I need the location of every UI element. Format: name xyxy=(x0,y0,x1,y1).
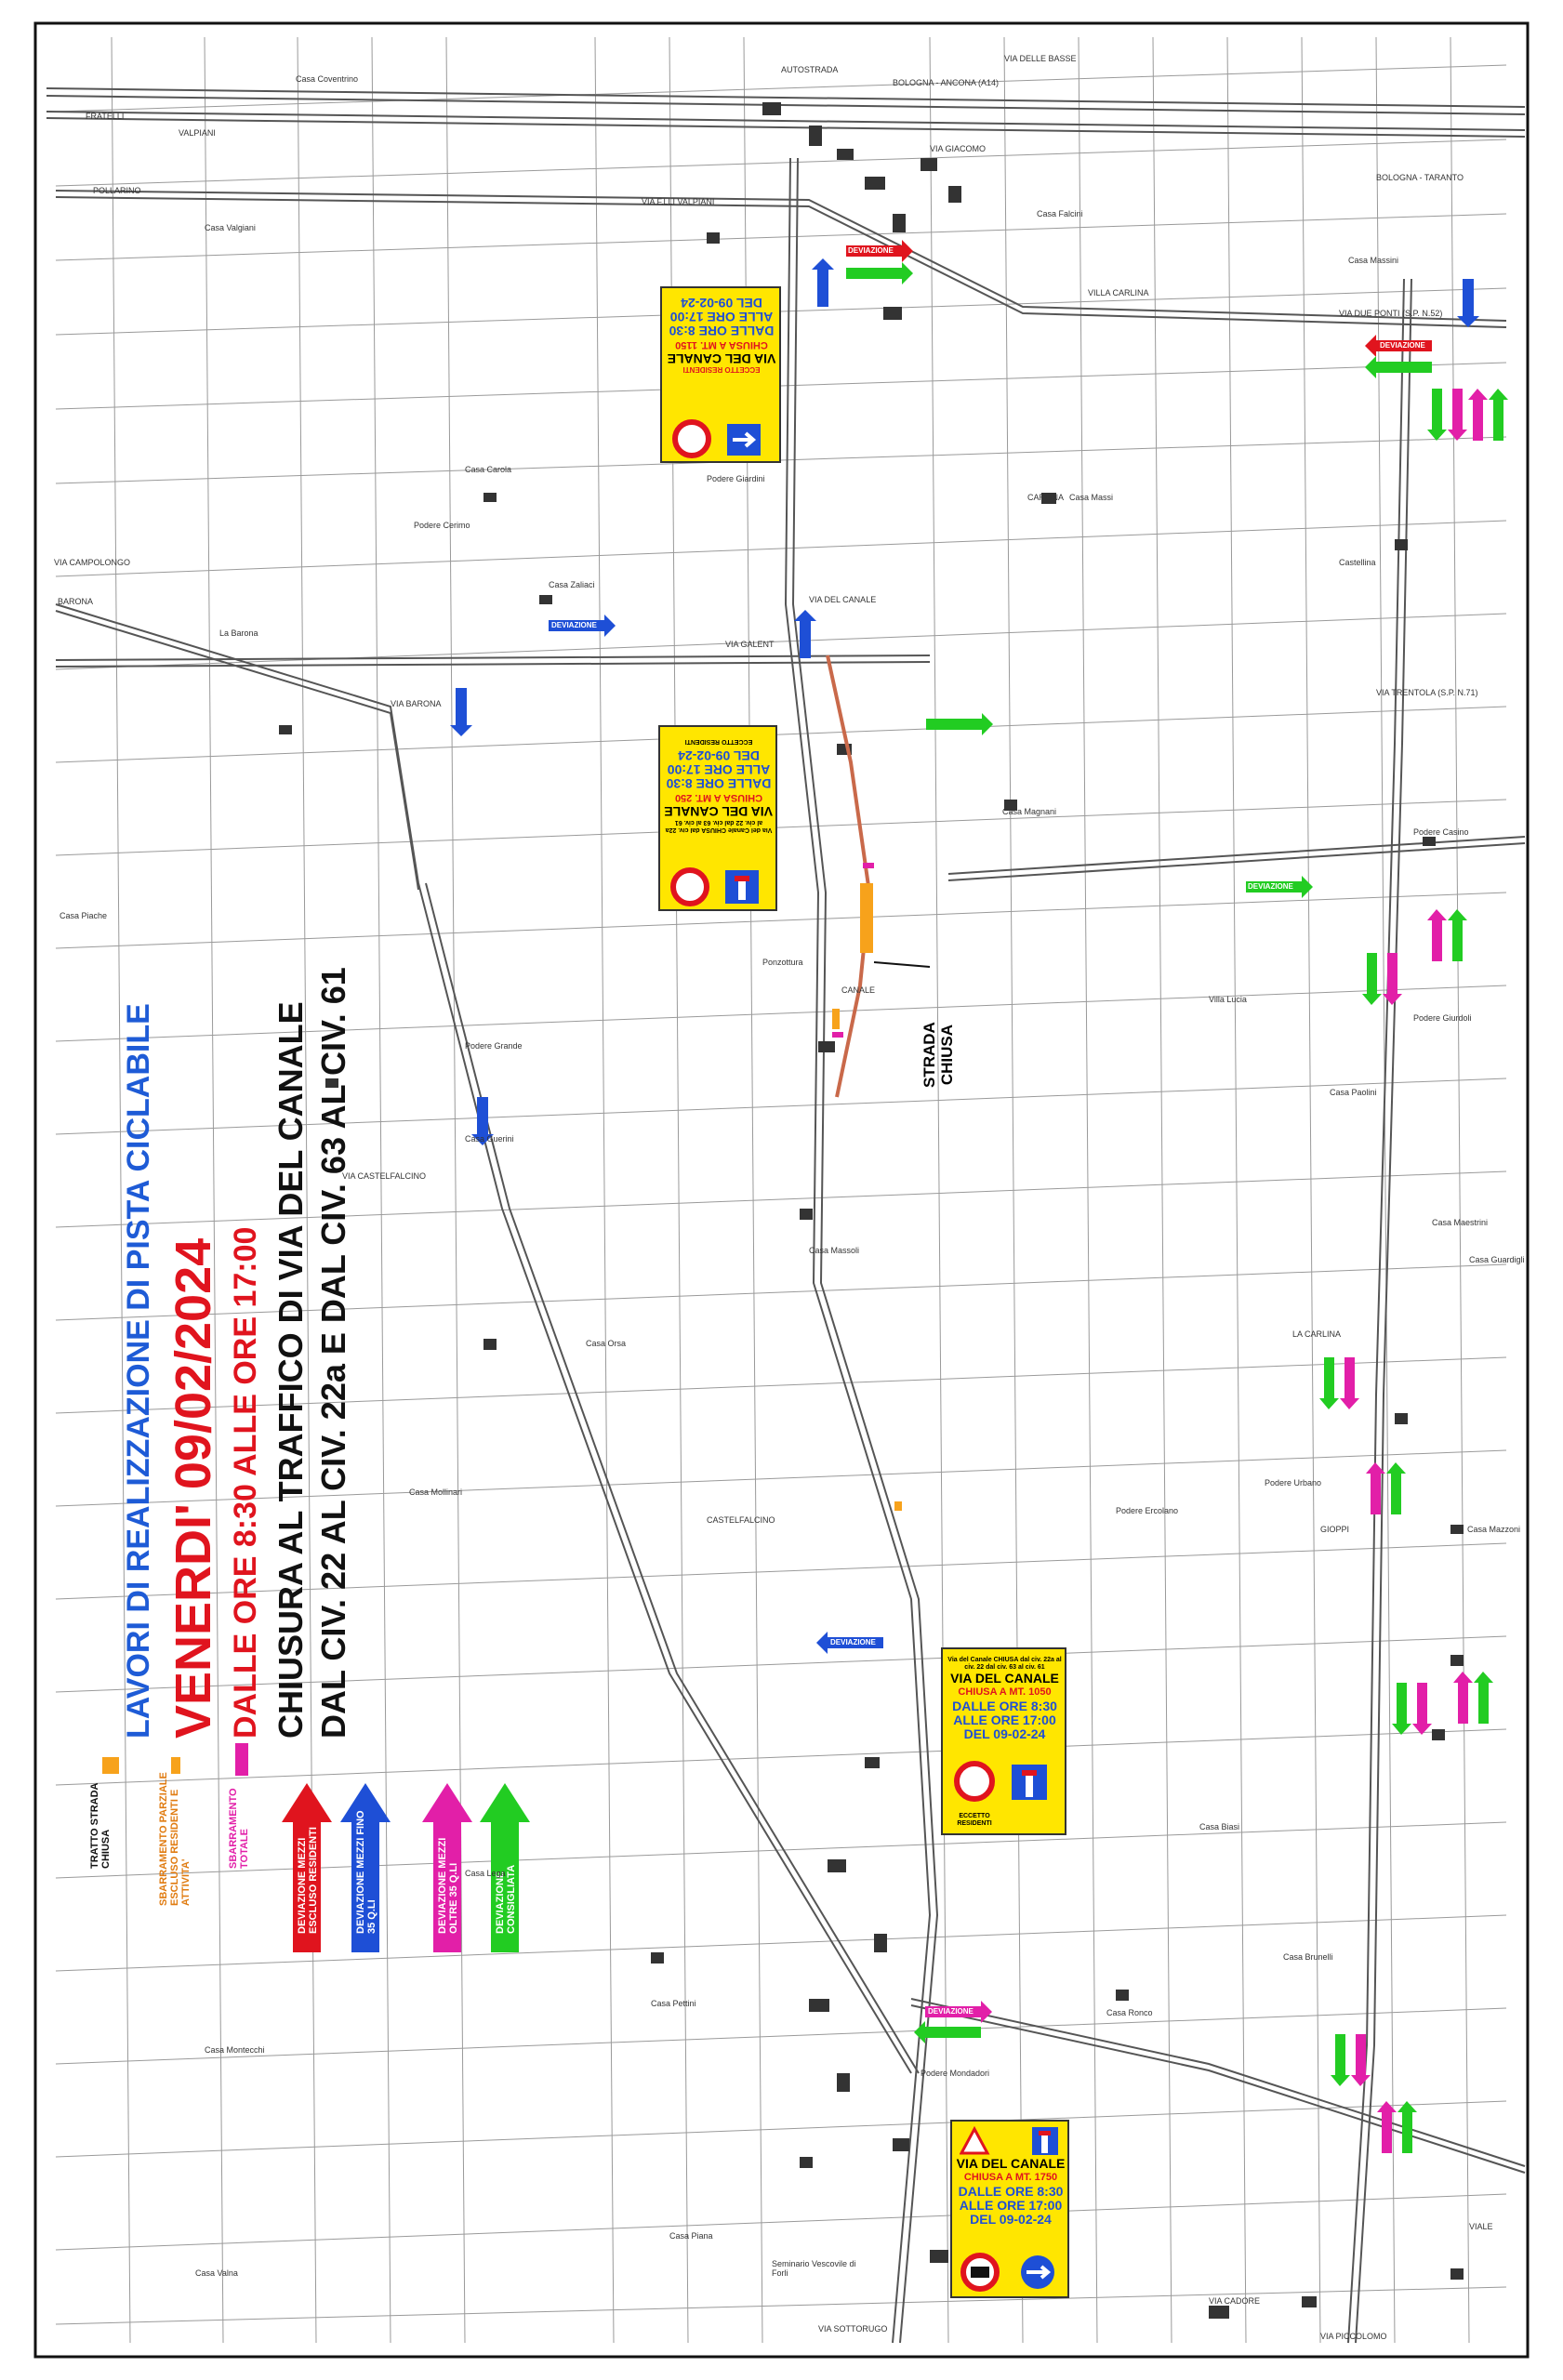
street-label-20: Podere Cerimo xyxy=(414,521,470,530)
street-label-24: LA CARLINA xyxy=(1292,1329,1342,1339)
street-label-15: Casa Zaliaci xyxy=(549,580,595,589)
street-label-28: Castellina xyxy=(1339,558,1376,567)
street-label-22: VIA TRENTOLA (S.P. N.71) xyxy=(1376,688,1478,697)
street-label-37: Casa Orsa xyxy=(586,1339,627,1348)
legend-label-3: DEVIAZIONE MEZZI ESCLUSO RESIDENTI xyxy=(297,1827,319,1934)
street-label-52: VIA CADORE xyxy=(1209,2296,1261,2306)
sign-north-from: DALLE ORE 8:30 xyxy=(669,324,775,338)
street-label-62: Casa Falcini xyxy=(1037,209,1083,218)
sign-south-note: Via del Canale CHIUSA dal civ. 22a al civ. 22 dal civ. 63 al civ. 61 xyxy=(947,1657,1062,1671)
street-label-56: VIA PICCOLOMO xyxy=(1320,2332,1387,2341)
street-label-6: VALPIANI xyxy=(179,128,216,138)
sign-bottom xyxy=(950,2120,1069,2298)
sign-south xyxy=(941,1647,1066,1835)
sign-center-icons xyxy=(669,866,772,908)
street-label-60: VIALE xyxy=(1469,2222,1493,2231)
street-label-41: Podere Ercolano xyxy=(1116,1506,1179,1515)
sign-north-exception: ECCETTO RESIDENTI xyxy=(682,365,761,374)
sign-north-street: VIA DEL CANALE xyxy=(667,351,776,366)
closed-road-label xyxy=(921,1022,956,1088)
sign-bottom-from: DALLE ORE 8:30 xyxy=(958,2184,1064,2199)
street-label-54: Podere Mondadori xyxy=(921,2069,990,2078)
sign-south-to: ALLE ORE 17:00 xyxy=(953,1712,1056,1727)
street-label-33: Podere Grande xyxy=(465,1041,523,1051)
street-label-38: CASTELFALCINO xyxy=(707,1515,775,1525)
sign-bottom-date: DEL 09-02-24 xyxy=(970,2212,1052,2227)
street-label-34: VIA CASTELFALCINO xyxy=(342,1171,427,1181)
sign-north xyxy=(660,286,781,463)
sign-south-date: DEL 09-02-24 xyxy=(963,1726,1046,1741)
street-label-30: Podere Giurdoli xyxy=(1413,1013,1472,1023)
street-label-48: Casa Biasi xyxy=(1199,1822,1240,1831)
barrier-total-2 xyxy=(832,1032,843,1038)
sign-south-exception: ECCETTO RESIDENTI xyxy=(957,1813,992,1827)
legend-label-1: SBARRAMENTO PARZIALE ESCLUSO RESIDENTI E ATTIVITA' xyxy=(158,1772,192,1906)
street-label-63: VIA GIACOMO xyxy=(930,144,987,153)
street-label-57: VIA SOTTORUGO xyxy=(818,2324,888,2334)
street-label-18: CANALE xyxy=(841,985,876,995)
sign-north-date: DEL 09-02-24 xyxy=(681,296,762,311)
street-label-14: La Barona xyxy=(219,628,258,638)
street-label-53: Casa Ronco xyxy=(1106,2008,1153,2017)
deviation-label-2: DEVIAZIONE xyxy=(1380,341,1425,350)
sign-south-from: DALLE ORE 8:30 xyxy=(952,1699,1057,1713)
street-label-19: Casa Carola xyxy=(465,465,512,474)
street-label-44: Casa Guardigli xyxy=(1469,1255,1525,1264)
street-label-13: VIA BARONA xyxy=(391,699,442,708)
legend-label-4: DEVIAZIONE MEZZI FINO 35 Q.LI xyxy=(355,1810,378,1934)
street-label-25: Podere Casino xyxy=(1413,827,1469,837)
street-label-23: CARLINA xyxy=(1027,493,1065,502)
sign-bottom-closed: CHIUSA A MT. 1750 xyxy=(963,2172,1058,2183)
sign-south-closed: CHIUSA A MT. 1050 xyxy=(958,1686,1052,1698)
street-label-9: Casa Valgiani xyxy=(205,223,256,232)
legend-label-2: SBARRAMENTO TOTALE xyxy=(228,1788,250,1869)
sign-south-icons xyxy=(952,1759,1059,1805)
closed-segment-2 xyxy=(832,1009,840,1029)
no-entry-icon xyxy=(957,1764,992,1799)
sign-center-note: Via del Canale CHIUSA dal civ. 22a al civ. 22 dal civ. 63 al civ. 61 xyxy=(665,819,773,833)
deviation-label-3: DEVIAZIONE xyxy=(551,621,597,629)
street-label-21: Podere Giardini xyxy=(707,474,765,483)
deviation-label-1: DEVIAZIONE xyxy=(848,246,894,255)
street-label-35: Casa Guerini xyxy=(465,1134,514,1144)
sign-center-exception: ECCETTO RESIDENTI xyxy=(684,738,753,745)
closed-road-label-2: CHIUSA xyxy=(938,1025,956,1086)
street-label-55: Seminario Vescovile di Forli xyxy=(772,2259,856,2278)
street-label-47: Casa Lega xyxy=(465,1869,506,1878)
no-entry-icon xyxy=(673,870,707,904)
sign-center-from: DALLE ORE 8:30 xyxy=(666,776,772,791)
street-label-49: Casa Brunelli xyxy=(1283,1952,1333,1962)
deviation-label-4: DEVIAZIONE xyxy=(1248,882,1293,891)
street-label-12: BARONA xyxy=(58,597,94,606)
sign-north-icons xyxy=(671,418,774,460)
sign-bottom-to: ALLE ORE 17:00 xyxy=(959,2198,1063,2213)
street-label-5: VIA F.LLI VALPIANI xyxy=(642,197,715,206)
street-label-59: Casa Valna xyxy=(195,2268,238,2278)
title-line-2: VENERDI' 09/02/2024 xyxy=(166,1237,221,1739)
street-label-26: Casa Magnani xyxy=(1002,807,1057,816)
title-line-3: DALLE ORE 8:30 ALLE ORE 17:00 xyxy=(228,1226,263,1739)
legend-label-6: DEVIAZIONE CONSIGLIATA xyxy=(495,1864,517,1934)
street-label-39: Casa Mollinari xyxy=(409,1488,463,1497)
title-line-4: CHIUSURA AL TRAFFICO DI VIA DEL CANALE xyxy=(272,1001,310,1739)
street-label-16: VIA GALENT xyxy=(725,640,775,649)
deviation-label-6: DEVIAZIONE xyxy=(928,2007,974,2016)
sign-bottom-street: VIA DEL CANALE xyxy=(956,2156,1066,2171)
street-label-17: VIA DEL CANALE xyxy=(809,595,877,604)
sign-center-street: VIA DEL CANALE xyxy=(664,804,773,819)
sign-north-closed: CHIUSA A MT. 1150 xyxy=(675,339,768,350)
closed-segment-1 xyxy=(860,883,873,953)
street-label-10: POLLARINO xyxy=(93,186,141,195)
sign-center-date: DEL 09-02-24 xyxy=(678,748,760,763)
street-label-42: GIOPPI xyxy=(1320,1525,1350,1534)
sign-center xyxy=(658,725,777,911)
street-label-3: BOLOGNA - TARANTO xyxy=(1376,173,1464,182)
title-block xyxy=(121,530,363,1739)
sign-north-to: ALLE ORE 17:00 xyxy=(669,310,774,324)
no-entry-icon xyxy=(675,422,709,456)
street-label-1: BOLOGNA - ANCONA (A14) xyxy=(893,78,1000,87)
street-label-61: Casa Massini xyxy=(1348,256,1399,265)
sign-south-street: VIA DEL CANALE xyxy=(950,1671,1059,1686)
street-label-58: Casa Piana xyxy=(669,2231,713,2241)
street-label-27: Casa Massi xyxy=(1069,493,1114,502)
street-label-32: Ponzottura xyxy=(762,958,803,967)
title-line-1: LAVORI DI REALIZZAZIONE DI PISTA CICLABILE xyxy=(121,1003,156,1739)
title-line-5: DAL CIV. 22 AL CIV. 22a E DAL CIV. 63 AL CIV. 61 xyxy=(314,967,352,1739)
street-label-11: VIA CAMPOLONGO xyxy=(54,558,131,567)
street-label-36: Casa Massoli xyxy=(809,1246,860,1255)
deviation-label-5: DEVIAZIONE xyxy=(830,1638,876,1646)
street-label-7: FRATELLI xyxy=(86,112,125,121)
closed-road-label-1: STRADA xyxy=(921,1022,938,1088)
street-label-8: Casa Coventrino xyxy=(296,74,359,84)
sign-center-to: ALLE ORE 17:00 xyxy=(667,762,771,777)
street-label-51: Casa Montecchi xyxy=(205,2045,265,2055)
sign-bottom-top-icons xyxy=(960,2125,1064,2157)
street-label-4: VIA DUE PONTI (S.P. N.52) xyxy=(1339,309,1443,318)
street-label-64: VILLA CARLINA xyxy=(1088,288,1149,298)
legend-label-0: TRATTO STRADA CHIUSA xyxy=(89,1782,112,1869)
street-label-2: VIA DELLE BASSE xyxy=(1004,54,1077,63)
street-label-46: Casa Paolini xyxy=(1330,1088,1377,1097)
sign-center-closed: CHIUSA A MT. 250 xyxy=(674,792,763,803)
barrier-partial-2 xyxy=(894,1501,902,1511)
street-label-40: Podere Urbano xyxy=(1265,1478,1322,1488)
street-label-0: AUTOSTRADA xyxy=(781,65,839,74)
sign-bottom-icons xyxy=(960,2252,1064,2294)
legend-label-5: DEVIAZIONE MEZZI OLTRE 35 Q.LI xyxy=(437,1837,459,1934)
street-label-45: Casa Maestrini xyxy=(1432,1218,1489,1227)
street-label-50: Casa Pettini xyxy=(651,1999,696,2008)
barrier-total-1 xyxy=(863,863,874,868)
street-label-31: Casa Piache xyxy=(60,911,108,920)
street-label-43: Casa Mazzoni xyxy=(1467,1525,1521,1534)
street-label-29: Villa Lucia xyxy=(1209,995,1247,1004)
roadwork-warning-icon xyxy=(961,2129,987,2153)
